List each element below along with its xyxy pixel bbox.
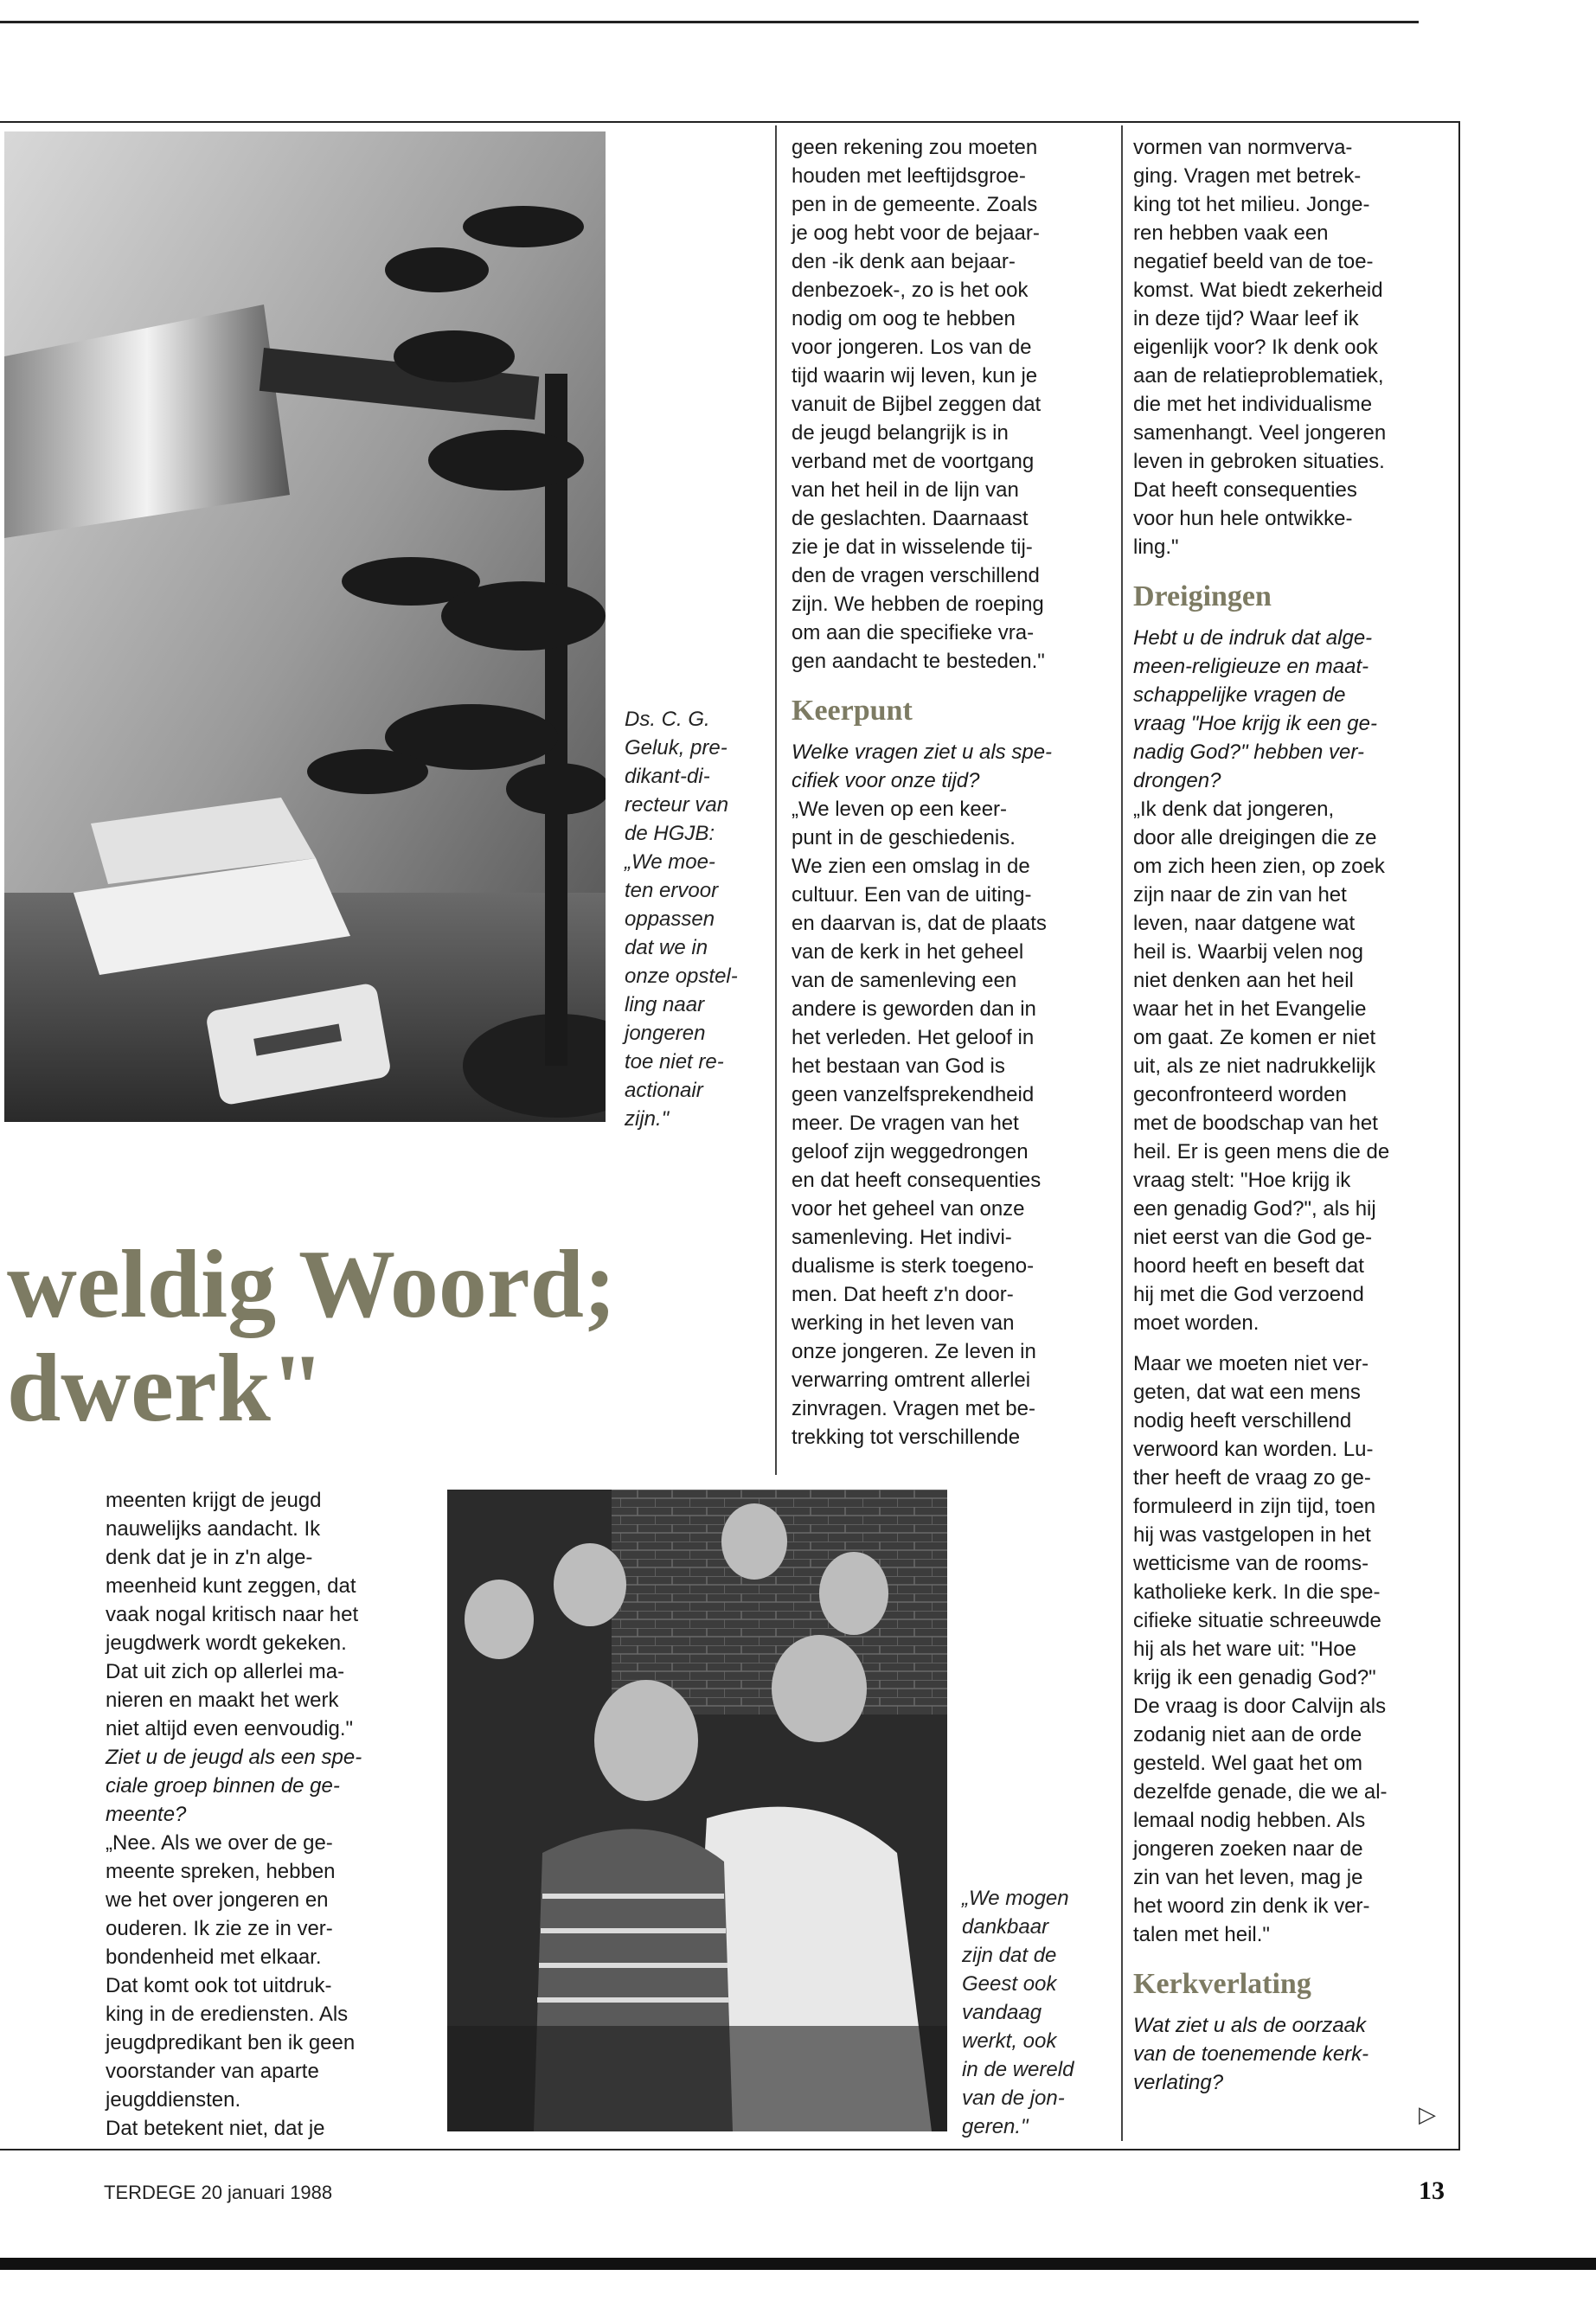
bottom-bar [0,2258,1596,2270]
paragraph: „Nee. Als we over de ge- meente spreken, hebben we het over jongeren en ouderen. Ik zie ze in ver- bondenheid met elkaar. Dat komt ook tot uitdruk- king in de erediensten. Als jeugdpredikant ben ik geen voorstander van aparte jeugddiensten. Dat betekent niet, dat je [106,1831,356,2140]
photo-youth-illustration [447,1490,947,2131]
paragraph: geen rekening zou moeten houden met leeftijdsgroe- pen in de gemeente. Zoals je oog hebt voor de bejaar- den -ik denk aan bejaar- denbezoek-, zo is het ook nodig om oog te hebben voor jongeren. Los van de tijd waarin wij leven, kun je vanuit de Bijbel zeggen dat de jeugd belangrijk is in verband met de voortgang van het heil in de lijn van de geslachten. Daarnaast zie je dat in wisselende tij- den de vragen verschillend zijn. We hebben de roeping om aan die specifieke vra- gen aandacht te besteden." [792,136,1045,673]
photo-desk-lamp [4,131,606,1122]
subheading-keerpunt: Keerpunt [792,695,913,727]
footer-publication: TERDEGE 20 januari 1988 [104,2182,333,2203]
photo-youth-audience [447,1490,947,2131]
top-rule [0,21,1419,23]
interview-question: Ziet u de jeugd als een spe- ciale groep binnen de ge- meente? [106,1746,362,1826]
photo-caption-geest: „We mogen dankbaar zijn dat de Geest ook vandaag werkt, ook in de wereld van de jon- geren." [962,1887,1074,2138]
frame-bottom-rule [0,2149,1460,2150]
interview-question: Wat ziet u als de oorzaak van de toenemende kerk- verlating? [1133,2014,1369,2094]
interview-question: Hebt u de indruk dat alge- meen-religieuze en maat- schappelijke vragen de vraag "Hoe krijg ik een ge- nadig God?" hebben ver- drongen? [1133,626,1377,792]
continue-arrow-icon: ▷ [1419,2102,1436,2128]
column-left [106,1486,434,2143]
column-middle [792,133,1112,1452]
photo-desk-lamp-illustration [4,131,606,1122]
frame-right-rule [1458,121,1460,2150]
divider-right [1121,125,1123,2141]
paragraph: „We leven op een keer- punt in de geschiedenis. We zien een omslag in de cultuur. Een van de uiting- en daarvan is, dat de plaats van de kerk in het geheel van de samenleving een andere is geworden dan in het verleden. Het geloof in het bestaan van God is geen vanzelfsprekendheid meer. De vragen van het geloof zijn weggedrongen en dat heeft consequenties voor het geheel van onze samenleving. Het indivi- dualisme is sterk toegeno- men. Dat heeft z'n door- werking in het leven van onze jongeren. Ze leven in verwarring omtrent allerlei zinvragen. Vragen met be- trekking tot verschillende [792,798,1047,1449]
paragraph: „Ik denk dat jongeren, door alle dreigingen die ze om zich heen zien, op zoek zijn naar de zin van het leven, naar datgene wat heil is. Waarbij velen nog niet denken aan het heil waar het in het Evangelie om gaat. Ze komen er niet uit, als ze niet nadrukkelijk geconfronteerd worden met de boodschap van het heil. Er is geen mens die de vraag stelt: "Hoe krijg ik een genadig God?", als hij niet eerst van die God ge- hoord heeft en beseft dat hij met die God verzoend moet worden. [1133,798,1390,1335]
paragraph: Maar we moeten niet ver- geten, dat wat een mens nodig heeft verschillend verwoord kan worden. Lu- ther heeft de vraag zo ge- formuleerd in zijn tijd, toen hij was vastgelopen in het wetticisme van de rooms- katholieke kerk. In die spe- cifieke situatie schreeuwde hij als het ware uit: "Hoe krijg ik een genadig God?" De vraag is door Calvijn als zodanig niet aan de orde gesteld. Wel gaat het om dezelfde genade, die we al- lemaal nodig hebben. Als jongeren zoeken naar de zin van het leven, mag je het woord zin denk ik ver- talen met heil." [1133,1352,1388,1946]
interview-question: Welke vragen ziet u als spe- cifiek voor onze tijd? [792,740,1053,792]
paragraph: vormen van normverva- ging. Vragen met betrek- king tot het milieu. Jonge- ren hebben vaak een negatief beeld van de toe- komst. Wat biedt zekerheid in deze tijd? Waar leef ik eigenlijk voor? Ik denk ook aan de relatieproblematiek, die met het individualisme samenhangt. Veel jongeren leven in gebroken situaties. Dat heeft consequenties voor hun hele ontwikke- ling." [1133,136,1387,559]
frame-top-rule [0,121,1460,123]
column-right [1133,133,1453,2097]
subheading-dreigingen: Dreigingen [1133,580,1272,612]
paragraph: meenten krijgt de jeugd nauwelijks aandacht. Ik denk dat je in z'n alge- meenheid kunt zeggen, dat vaak nogal kritisch naar het jeugdwerk wordt gekeken. Dat uit zich op allerlei ma- nieren en maakt het werk niet altijd even eenvoudig." [106,1489,359,1740]
page-number: 13 [1419,2176,1445,2205]
divider-middle-top [775,125,777,1475]
article-headline: weldig Woord; dwerk" [7,1231,617,1442]
subheading-kerkverlating: Kerkverlating [1133,1968,1311,2000]
photo-caption-geluk: Ds. C. G. Geluk, pre- dikant-di- recteur van de HGJB: „We moe- ten ervoor oppassen dat we in onze opstel- ling naar jongeren toe niet re- actionair zijn." [625,708,738,1131]
